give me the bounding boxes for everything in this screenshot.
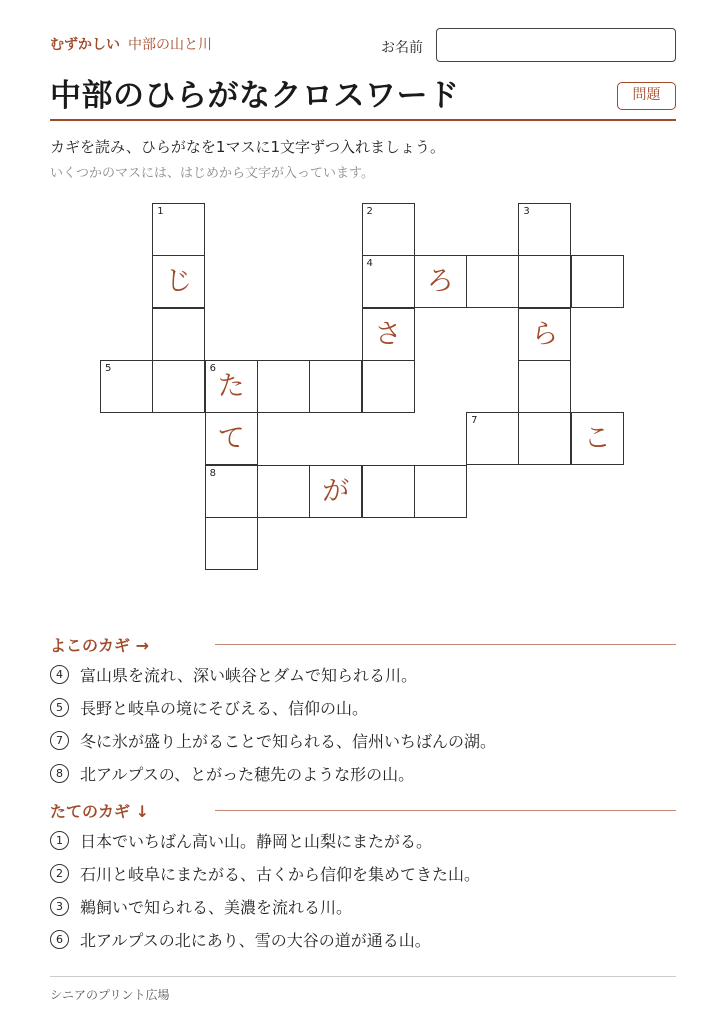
- grid-cell[interactable]: [152, 203, 205, 256]
- across-clue: [50, 729, 496, 752]
- down-clue: [50, 829, 432, 852]
- clue-number: 5: [50, 698, 69, 717]
- grid-cell[interactable]: [362, 255, 415, 308]
- down-heading: たてのカギ ↓: [50, 802, 149, 821]
- given-letter: ら: [531, 318, 559, 350]
- across-clue: [50, 663, 417, 686]
- cell-number: 7: [471, 415, 478, 427]
- name-field[interactable]: [436, 28, 676, 62]
- down-clue: [50, 928, 431, 951]
- across-heading: よこのカギ →: [50, 636, 149, 655]
- grid-cell[interactable]: [518, 360, 571, 413]
- cell-number: 5: [105, 362, 112, 374]
- header-kicker: [50, 34, 212, 54]
- down-divider: [215, 810, 676, 811]
- grid-cell[interactable]: [414, 255, 467, 308]
- grid-cell[interactable]: [100, 360, 153, 413]
- down-clue: [50, 895, 352, 918]
- grid-cell[interactable]: [518, 255, 571, 308]
- down-clue: [50, 862, 480, 885]
- cell-number: 6: [209, 362, 216, 374]
- across-clue: [50, 696, 368, 719]
- grid-cell[interactable]: [466, 255, 519, 308]
- grid-cell[interactable]: [518, 308, 571, 361]
- clue-text: 長野と岐阜の境にそびえる、信仰の山。: [80, 699, 369, 718]
- across-clue: [50, 762, 414, 785]
- clue-number: 3: [50, 897, 69, 916]
- instruction-line-1: カギを読み、ひらがなを1マスに1文字ずつ入れましょう。: [50, 138, 445, 156]
- topic-label: 中部の山と川: [128, 37, 212, 53]
- cell-number: 1: [157, 206, 164, 217]
- clue-number: 6: [50, 930, 69, 949]
- grid-cell[interactable]: [571, 255, 624, 308]
- page-title: 中部のひらがなクロスワード: [50, 78, 460, 114]
- grid-cell[interactable]: [571, 412, 624, 465]
- title-divider: [50, 119, 676, 121]
- difficulty-label: むずかしい: [50, 37, 120, 53]
- clue-text: 鵜飼いで知られる、美濃を流れる川。: [80, 898, 353, 917]
- given-letter: が: [322, 475, 350, 507]
- grid-cell[interactable]: [257, 360, 310, 413]
- grid-cell[interactable]: [362, 308, 415, 361]
- given-letter: て: [217, 423, 245, 455]
- clue-text: 北アルプスの、とがった穂先のような形の山。: [80, 765, 415, 784]
- clue-number: 4: [50, 665, 69, 684]
- grid-cell[interactable]: [152, 308, 205, 361]
- cell-number: 8: [209, 467, 216, 479]
- problem-badge: 問題: [617, 82, 676, 110]
- cell-number: 3: [523, 206, 530, 217]
- footer-divider: [50, 976, 676, 977]
- grid-cell[interactable]: [205, 517, 258, 570]
- grid-cell[interactable]: [362, 465, 415, 518]
- clue-text: 北アルプスの北にあり、雪の大谷の道が通る山。: [80, 931, 431, 950]
- grid-cell[interactable]: [518, 203, 571, 256]
- clue-text: 石川と岐阜にまたがる、古くから信仰を集めてきた山。: [80, 865, 481, 884]
- clue-number: 2: [50, 864, 69, 883]
- clue-text: 冬に氷が盛り上がることで知られる、信州いちばんの湖。: [80, 732, 497, 751]
- grid-cell[interactable]: [362, 360, 415, 413]
- clue-text: 日本でいちばん高い山。静岡と山梨にまたがる。: [80, 832, 433, 851]
- clue-text: 富山県を流れ、深い峡谷とダムで知られる川。: [80, 666, 417, 685]
- grid-cell[interactable]: [309, 465, 362, 518]
- given-letter: じ: [165, 266, 193, 298]
- grid-cell[interactable]: [466, 412, 519, 465]
- instruction-line-2: いくつかのマスには、はじめから文字が入っています。: [50, 166, 374, 181]
- grid-cell[interactable]: [205, 360, 258, 413]
- given-letter: こ: [583, 423, 611, 455]
- grid-cell[interactable]: [518, 412, 571, 465]
- grid-cell[interactable]: [152, 360, 205, 413]
- clue-number: 8: [50, 764, 69, 783]
- cell-number: 2: [366, 206, 373, 217]
- grid-cell[interactable]: [205, 465, 258, 518]
- grid-cell[interactable]: [362, 203, 415, 256]
- grid-cell[interactable]: [205, 412, 258, 465]
- clue-number: 1: [50, 831, 69, 850]
- grid-cell[interactable]: [414, 465, 467, 518]
- grid-cell[interactable]: [309, 360, 362, 413]
- given-letter: た: [217, 370, 245, 402]
- given-letter: ろ: [426, 266, 454, 298]
- footer-credit: シニアのプリント広場: [50, 988, 170, 1002]
- given-letter: さ: [374, 318, 402, 350]
- clue-number: 7: [50, 731, 69, 750]
- grid-cell[interactable]: [257, 465, 310, 518]
- cell-number: 4: [366, 258, 373, 270]
- name-label: お名前: [381, 40, 423, 56]
- across-divider: [215, 644, 676, 645]
- grid-cell[interactable]: [152, 255, 205, 308]
